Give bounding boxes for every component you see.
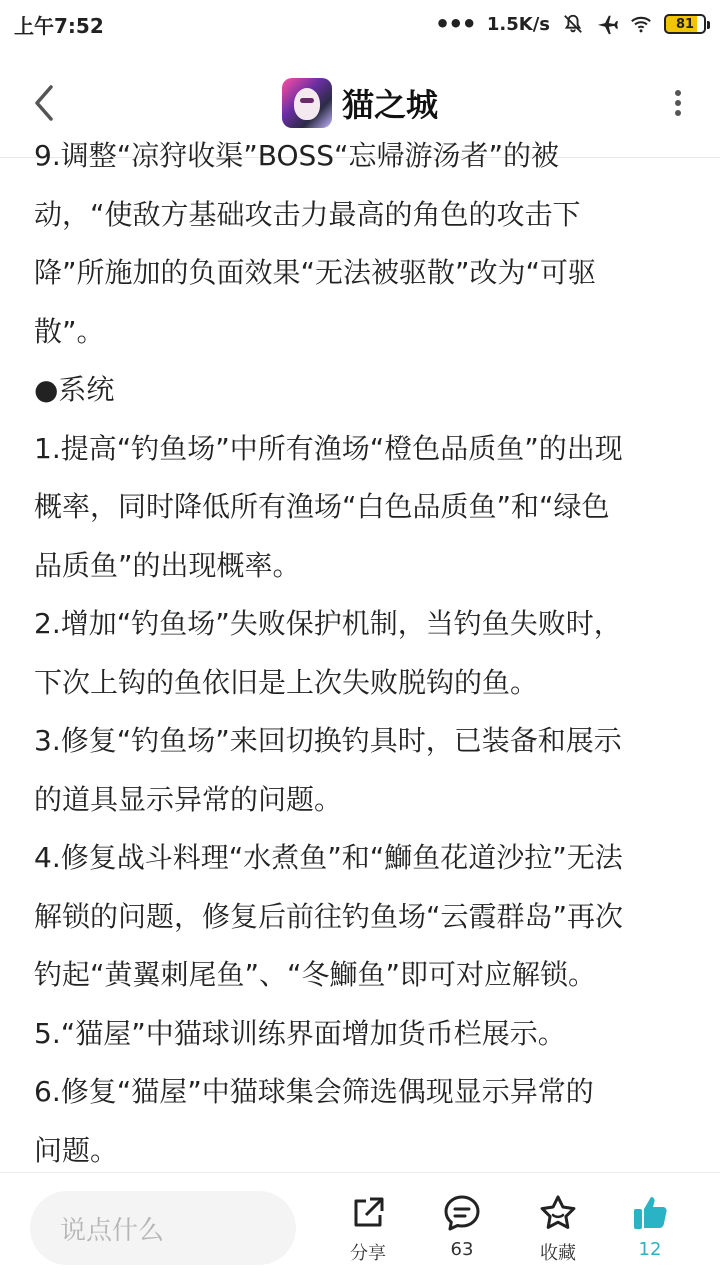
text-line: 钓起“黄翼刺尾鱼”、“冬鰤鱼”即可对应解锁。 [34, 958, 597, 991]
like-count: 12 [638, 1239, 662, 1260]
status-bar [0, 0, 720, 48]
airplane-icon [596, 13, 618, 35]
text-line: 4.修复战斗料理“水煮鱼”和“鰤鱼花道沙拉”无法 [34, 841, 623, 874]
text-line: ●系统 [34, 373, 115, 406]
page-title: 猫之城 [341, 85, 438, 124]
text-line: 散”。 [34, 314, 105, 348]
bottom-bar [0, 1172, 720, 1280]
nav-title-group [282, 78, 438, 128]
favorite-button[interactable] [523, 1193, 593, 1273]
more-button[interactable] [666, 78, 690, 128]
text-line: 6.修复“猫屋”中猫球集会筛选偶现显示异常的 [34, 1075, 594, 1108]
thumbs-up-icon [630, 1193, 670, 1233]
like-button[interactable] [615, 1193, 685, 1273]
comment-button[interactable] [427, 1193, 497, 1273]
text-line: 1.提高“钓鱼场”中所有渔场“橙色品质鱼”的出现 [34, 431, 623, 465]
text-line: 3.修复“钓鱼场”来回切换钓具时，已装备和展示 [34, 724, 622, 757]
comment-input[interactable]: 说点什么 [30, 1191, 296, 1265]
mute-bell-icon [562, 13, 584, 35]
share-label: 分享 [350, 1243, 386, 1264]
more-vertical-icon [674, 89, 682, 117]
text-line: 品质鱼”的出现概率。 [34, 548, 301, 582]
article-content[interactable] [0, 139, 720, 1172]
favorite-label: 收藏 [540, 1243, 576, 1264]
back-button[interactable] [22, 78, 66, 128]
game-avatar[interactable] [282, 78, 332, 128]
battery-icon: 81 [664, 14, 706, 34]
article-text [34, 127, 686, 1180]
net-speed: 1.5K/s [486, 13, 550, 35]
comment-bubble-icon [442, 1193, 482, 1233]
share-icon [348, 1193, 388, 1233]
text-line: 动，“使敌方基础攻击力最高的角色的攻击下 [34, 197, 581, 231]
chevron-left-icon [31, 83, 57, 123]
text-line: 概率，同时降低所有渔场“白色品质鱼”和“绿色 [34, 490, 610, 523]
text-line: 5.“猫屋”中猫球训练界面增加货币栏展示。 [34, 1016, 566, 1050]
text-line: 9.调整“凉狩收渠”BOSS“忘帰游汤者”的被 [34, 139, 560, 172]
status-icons [435, 12, 706, 36]
star-icon [538, 1193, 578, 1233]
text-line: 2.增加“钓鱼场”失败保护机制，当钓鱼失败时， [34, 607, 622, 640]
share-button[interactable] [333, 1193, 403, 1273]
more-dots-icon: ••• [434, 10, 475, 38]
text-line: 问题。 [34, 1133, 119, 1167]
wifi-icon [630, 13, 652, 35]
comment-count: 63 [450, 1239, 474, 1260]
text-line: 解锁的问题，修复后前往钓鱼场“云霞群岛”再次 [34, 899, 624, 933]
text-line: 下次上钩的鱼依旧是上次失败脱钩的鱼。 [34, 665, 539, 699]
text-line: 降”所施加的负面效果“无法被驱散”改为“可驱 [34, 256, 597, 289]
status-time: 上午7:52 [14, 13, 104, 38]
text-line: 的道具显示异常的问题。 [34, 782, 343, 816]
